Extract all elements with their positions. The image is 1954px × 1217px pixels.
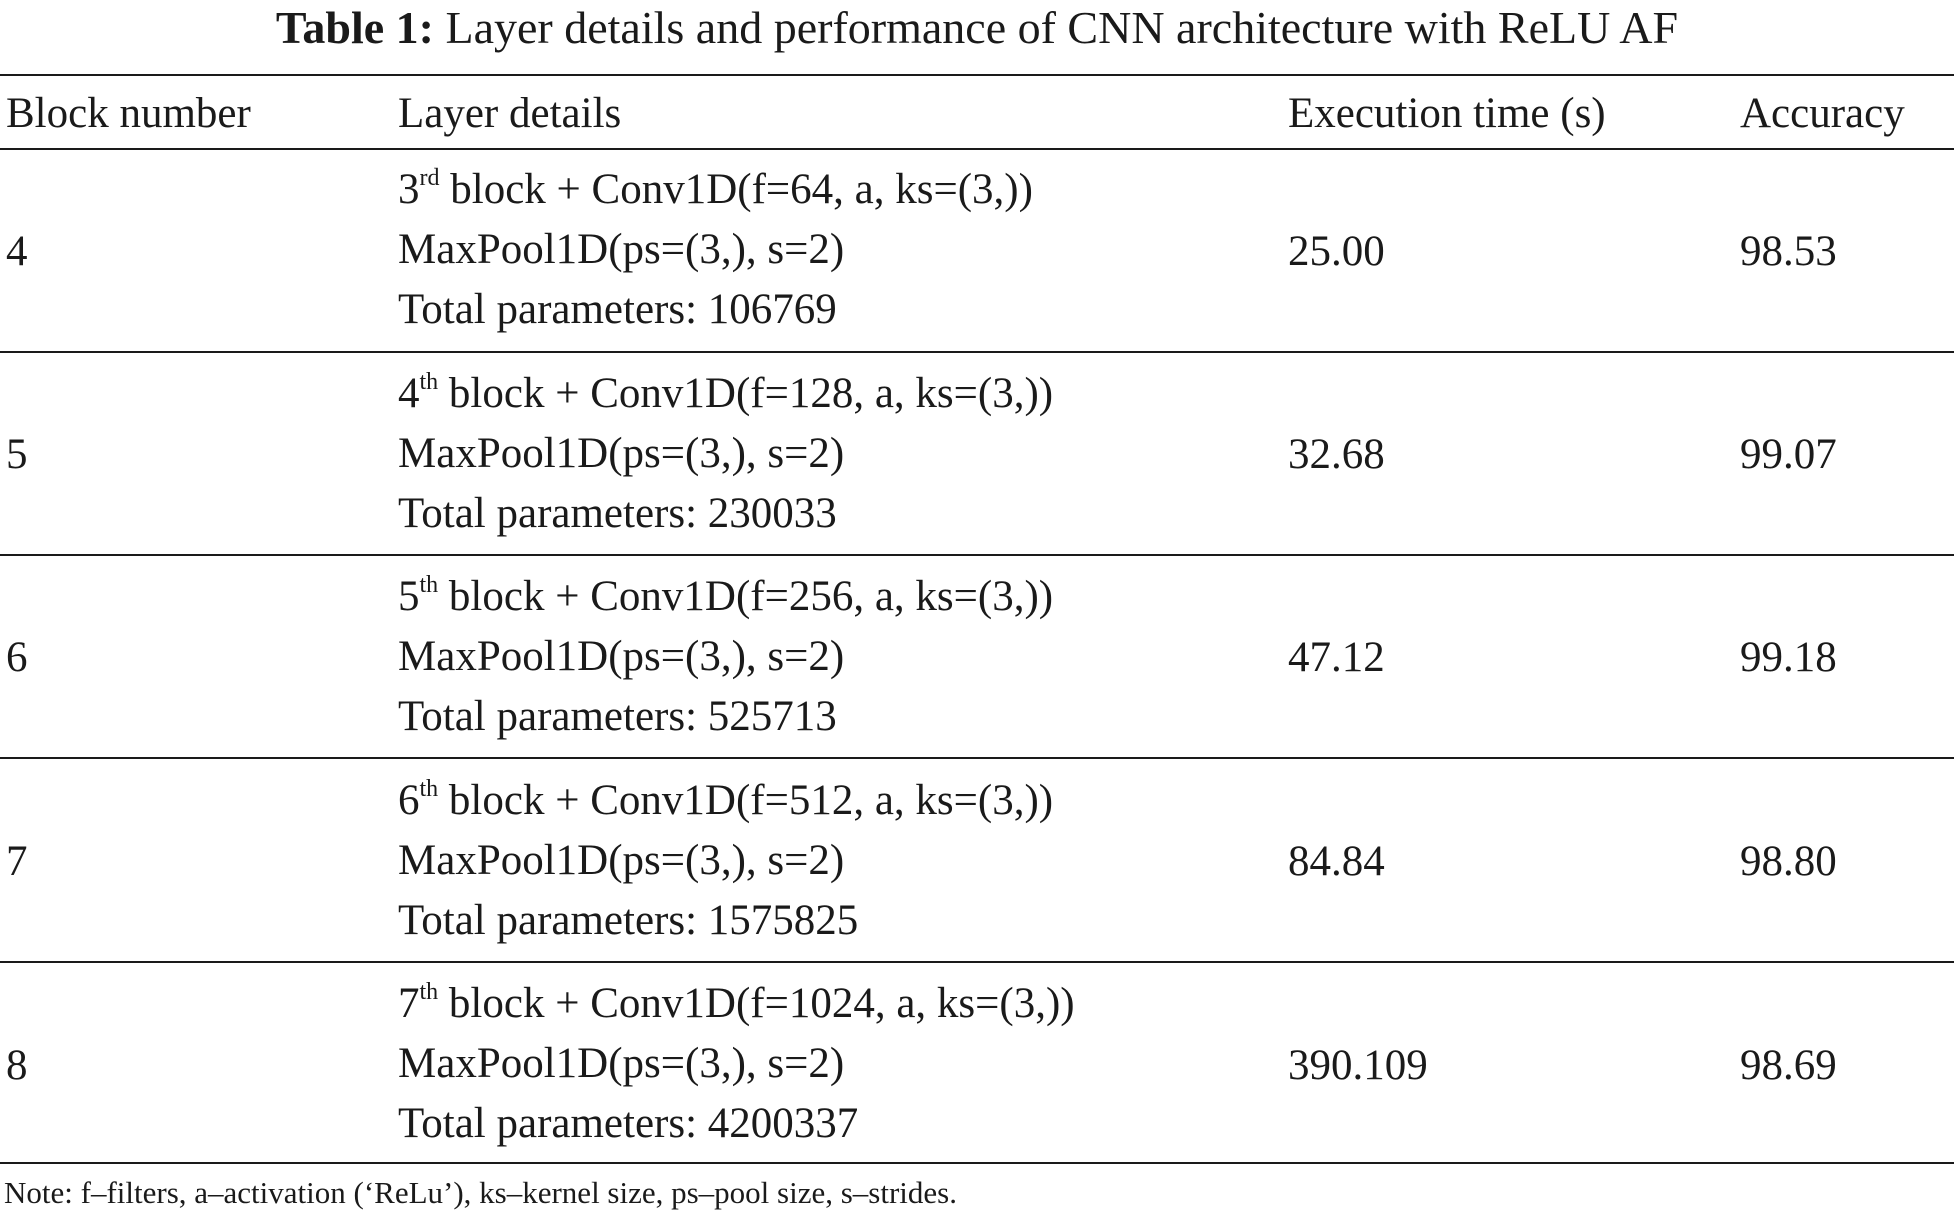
column-header-layer-details: Layer details (398, 90, 622, 137)
ordinal-number: 7 (398, 980, 420, 1027)
ordinal-number: 6 (398, 777, 420, 824)
row-divider (0, 757, 1954, 759)
execution-time-cell: 390.109 (1288, 1042, 1428, 1089)
table-caption-text: Layer details and performance of CNN architecture with ReLU AF (445, 2, 1679, 53)
layer-details-cell (398, 771, 1053, 951)
pool-layer-text: MaxPool1D(ps=(3,), s=2) (398, 430, 845, 477)
block-number-cell: 7 (6, 838, 28, 885)
total-parameters-text: Total parameters: 106769 (398, 286, 837, 333)
conv-layer-text: block + Conv1D(f=256, a, ks=(3,)) (438, 573, 1054, 620)
ordinal-number: 3 (398, 166, 420, 213)
accuracy-cell: 99.07 (1740, 431, 1837, 478)
execution-time-cell: 47.12 (1288, 634, 1385, 681)
table-note: Note: f–filters, a–activation (‘ReLu’), ks–kernel size, ps–pool size, s–strides. (4, 1175, 957, 1210)
conv-layer-text: block + Conv1D(f=128, a, ks=(3,)) (438, 370, 1054, 417)
layer-details-cell (398, 567, 1053, 747)
column-header-execution-time: Execution time (s) (1288, 90, 1606, 137)
ordinal-suffix: rd (419, 165, 440, 191)
layer-details-cell (398, 364, 1053, 544)
block-number-cell: 4 (6, 228, 28, 275)
column-header-accuracy: Accuracy (1740, 90, 1905, 137)
total-parameters-text: Total parameters: 4200337 (398, 1100, 859, 1147)
execution-time-cell: 25.00 (1288, 228, 1385, 275)
header-rule (0, 148, 1954, 150)
layer-line (398, 974, 1075, 1034)
total-parameters-text: Total parameters: 230033 (398, 490, 837, 537)
pool-layer-text: MaxPool1D(ps=(3,), s=2) (398, 837, 845, 884)
accuracy-cell: 98.80 (1740, 838, 1837, 885)
block-number-cell: 8 (6, 1042, 28, 1089)
layer-line (398, 160, 1033, 220)
row-divider (0, 351, 1954, 353)
table-caption (0, 0, 1954, 56)
execution-time-cell: 84.84 (1288, 838, 1385, 885)
execution-time-cell: 32.68 (1288, 431, 1385, 478)
column-header-block-number: Block number (6, 90, 251, 137)
total-parameters-text: Total parameters: 525713 (398, 693, 837, 740)
layer-line (398, 364, 1053, 424)
top-rule (0, 74, 1954, 76)
block-number-cell: 5 (6, 431, 28, 478)
ordinal-number: 5 (398, 573, 420, 620)
layer-details-cell (398, 160, 1033, 340)
pool-layer-text: MaxPool1D(ps=(3,), s=2) (398, 1040, 845, 1087)
accuracy-cell: 98.53 (1740, 228, 1837, 275)
conv-layer-text: block + Conv1D(f=512, a, ks=(3,)) (438, 777, 1054, 824)
ordinal-number: 4 (398, 370, 420, 417)
row-divider (0, 961, 1954, 963)
ordinal-suffix: th (419, 776, 439, 802)
pool-layer-text: MaxPool1D(ps=(3,), s=2) (398, 633, 845, 680)
pool-layer-text: MaxPool1D(ps=(3,), s=2) (398, 226, 845, 273)
table-caption-label: Table 1: (275, 2, 434, 53)
layer-details-cell (398, 974, 1075, 1154)
conv-layer-text: block + Conv1D(f=64, a, ks=(3,)) (439, 166, 1033, 213)
accuracy-cell: 99.18 (1740, 634, 1837, 681)
layer-line (398, 567, 1053, 627)
row-divider (0, 554, 1954, 556)
ordinal-suffix: th (419, 369, 439, 395)
accuracy-cell: 98.69 (1740, 1042, 1837, 1089)
ordinal-suffix: th (419, 979, 439, 1005)
bottom-rule (0, 1162, 1954, 1164)
conv-layer-text: block + Conv1D(f=1024, a, ks=(3,)) (438, 980, 1075, 1027)
total-parameters-text: Total parameters: 1575825 (398, 897, 859, 944)
layer-line (398, 771, 1053, 831)
block-number-cell: 6 (6, 634, 28, 681)
ordinal-suffix: th (419, 572, 439, 598)
